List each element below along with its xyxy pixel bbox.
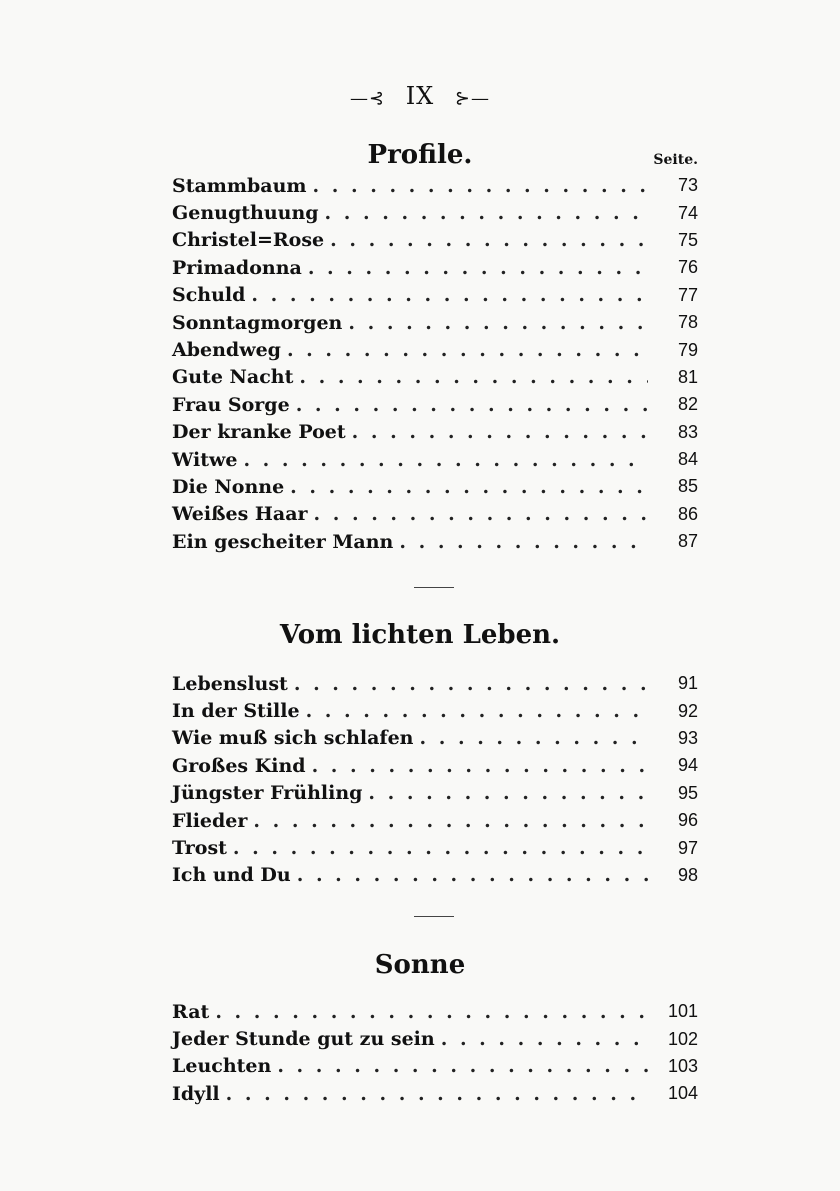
dot-leader: [399, 531, 648, 553]
dot-leader: [308, 257, 648, 279]
toc-entry[interactable]: [172, 752, 698, 779]
page-number: IX: [405, 82, 435, 110]
dot-leader: [420, 727, 649, 749]
toc-entry-title: Ein gescheiter Mann: [172, 530, 394, 553]
toc-entry[interactable]: [172, 697, 698, 724]
dot-leader: [233, 837, 648, 859]
toc-entry-title: Wie muß sich schlafen: [172, 727, 414, 750]
toc-entry-page: 85: [648, 476, 698, 497]
section-divider: [414, 587, 454, 588]
toc-entry[interactable]: [172, 419, 698, 446]
toc-entry-title: Schuld: [172, 284, 246, 307]
dot-leader: [368, 782, 648, 804]
toc-entry-page: 87: [648, 531, 698, 552]
toc-entry-title: Jeder Stunde gut zu sein: [172, 1028, 435, 1051]
toc-entry-page: 96: [648, 810, 698, 831]
toc-entry-title: Jüngster Frühling: [172, 782, 363, 805]
toc-entry[interactable]: [172, 834, 698, 861]
toc-entry[interactable]: [172, 670, 698, 697]
toc-entry-page: 95: [648, 783, 698, 804]
toc-entry-page: 93: [648, 728, 698, 749]
toc-entry[interactable]: [172, 364, 698, 391]
dot-leader: [314, 503, 648, 525]
toc-entry-title: Großes Kind: [172, 754, 306, 777]
toc-entry[interactable]: [172, 473, 698, 500]
toc-entry[interactable]: [172, 528, 698, 555]
dot-leader: [294, 673, 648, 695]
toc-entry-title: Der kranke Poet: [172, 421, 346, 444]
toc-entry-title: Leuchten: [172, 1055, 272, 1078]
toc-entry-page: 83: [648, 422, 698, 443]
toc-entry[interactable]: [172, 862, 698, 889]
dot-leader: [251, 284, 648, 306]
toc-entry[interactable]: [172, 807, 698, 834]
toc-entry-page: 86: [648, 504, 698, 525]
toc-entry[interactable]: [172, 998, 698, 1025]
toc-entry-title: Rat: [172, 1000, 210, 1023]
toc-entry-title: Stammbaum: [172, 174, 307, 197]
page-number-header: [0, 82, 840, 110]
dot-leader: [348, 312, 648, 334]
toc-entry[interactable]: [172, 501, 698, 528]
toc-entry[interactable]: [172, 282, 698, 309]
toc-entry-page: 94: [648, 755, 698, 776]
toc-entry[interactable]: [172, 391, 698, 418]
ornament-right: ⊱—: [454, 88, 491, 109]
toc-entry-title: Ich und Du: [172, 864, 291, 887]
toc-entry-page: 103: [648, 1056, 698, 1077]
dot-leader: [330, 229, 648, 251]
toc-entry-title: In der Stille: [172, 700, 300, 723]
toc-entry[interactable]: [172, 172, 698, 199]
toc-entry-page: 84: [648, 449, 698, 470]
toc-entry[interactable]: [172, 254, 698, 281]
dot-leader: [277, 1055, 648, 1077]
dot-leader: [296, 394, 648, 416]
toc-entry-title: Abendweg: [172, 339, 281, 362]
section-divider: [414, 916, 454, 917]
toc-entry-page: 73: [648, 175, 698, 196]
toc-entry-title: Idyll: [172, 1082, 220, 1105]
toc-entry-page: 78: [648, 312, 698, 333]
toc-list-vom-lichten-leben: [172, 670, 698, 889]
toc-entry-page: 76: [648, 257, 698, 278]
toc-entry-page: 75: [648, 230, 698, 251]
toc-list-profile: [172, 172, 698, 555]
toc-entry-page: 74: [648, 203, 698, 224]
dot-leader: [290, 476, 648, 498]
toc-entry-page: 97: [648, 838, 698, 859]
toc-entry[interactable]: [172, 1080, 698, 1107]
toc-entry-page: 81: [648, 367, 698, 388]
dot-leader: [352, 421, 648, 443]
dot-leader: [243, 449, 648, 471]
toc-entry-title: Genugthuung: [172, 202, 319, 225]
section-title-sonne: Sonne: [374, 950, 466, 980]
dot-leader: [297, 864, 648, 886]
toc-entry-title: Christel=Rose: [172, 229, 325, 252]
dot-leader: [287, 339, 648, 361]
dot-leader: [299, 366, 648, 388]
page-column-label: Seite.: [653, 152, 698, 168]
dot-leader: [312, 755, 648, 777]
toc-entry-page: 102: [648, 1029, 698, 1050]
ornament-left: —⊰: [349, 88, 386, 109]
dot-leader: [325, 202, 648, 224]
toc-entry-title: Gute Nacht: [172, 366, 294, 389]
toc-entry[interactable]: [172, 1025, 698, 1052]
toc-entry-title: Witwe: [172, 448, 238, 471]
toc-entry[interactable]: [172, 446, 698, 473]
toc-entry-title: Sonntagmorgen: [172, 311, 343, 334]
toc-entry-title: Primadonna: [172, 256, 302, 279]
toc-entry[interactable]: [172, 309, 698, 336]
toc-entry-page: 77: [648, 285, 698, 306]
toc-entry-page: 79: [648, 340, 698, 361]
toc-entry-page: 82: [648, 394, 698, 415]
toc-entry-title: Die Nonne: [172, 475, 285, 498]
dot-leader: [226, 1083, 648, 1105]
toc-entry[interactable]: [172, 227, 698, 254]
section-title-vom-lichten-leben: Vom lichten Leben.: [279, 620, 561, 650]
dot-leader: [306, 700, 648, 722]
toc-entry-page: 101: [648, 1001, 698, 1022]
toc-entry-title: Lebenslust: [172, 672, 288, 695]
toc-entry-page: 92: [648, 701, 698, 722]
section-title-profile: Profile.: [367, 140, 473, 170]
toc-entry-title: Trost: [172, 837, 227, 860]
dot-leader: [441, 1028, 648, 1050]
dot-leader: [215, 1001, 648, 1023]
toc-entry-page: 104: [648, 1083, 698, 1104]
toc-entry[interactable]: [172, 725, 698, 752]
toc-entry-title: Weißes Haar: [172, 503, 308, 526]
toc-entry-page: 98: [648, 865, 698, 886]
dot-leader: [253, 810, 648, 832]
toc-entry[interactable]: [172, 336, 698, 363]
toc-entry-page: 91: [648, 673, 698, 694]
toc-entry[interactable]: [172, 199, 698, 226]
toc-entry[interactable]: [172, 780, 698, 807]
toc-entry[interactable]: [172, 1053, 698, 1080]
toc-entry-title: Frau Sorge: [172, 393, 290, 416]
dot-leader: [313, 175, 648, 197]
toc-entry-title: Flieder: [172, 809, 248, 832]
toc-list-sonne: [172, 998, 698, 1108]
